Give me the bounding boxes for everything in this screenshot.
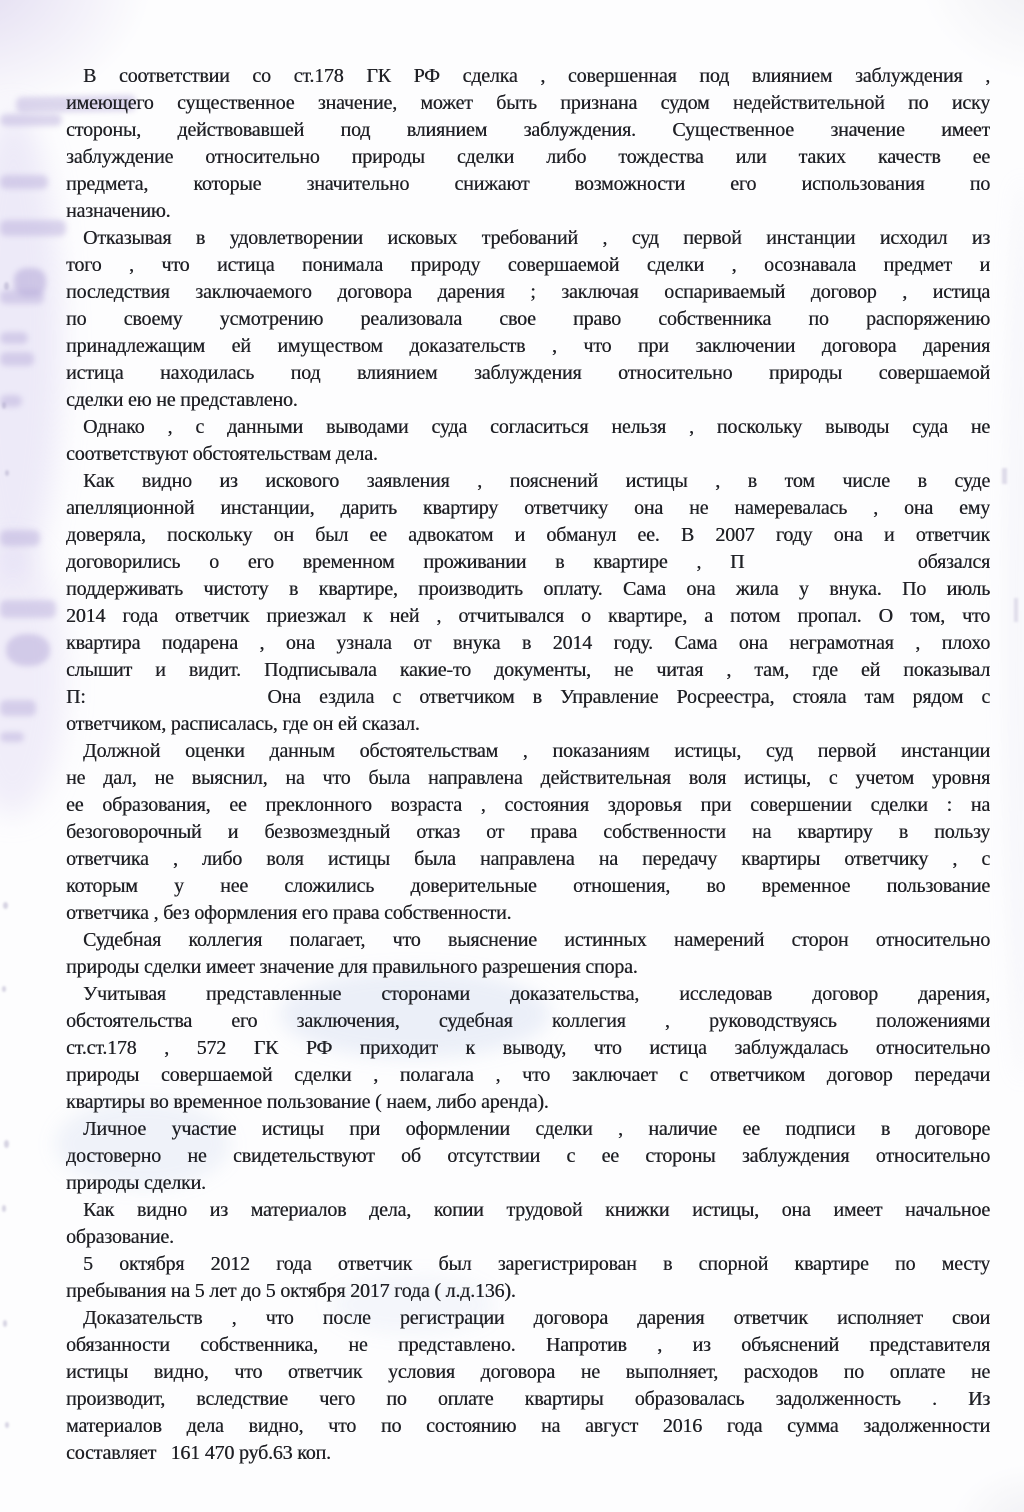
text-line: Однако , с данными выводами суда согласиться нельзя , поскольку выводы суда не — [83, 416, 990, 438]
text-line: обстоятельства его заключения, судебная коллегия , руководствуясь положениями — [66, 1010, 990, 1032]
text-line: того , что истица понимала природу совершаемой сделки , осознавала предмет и — [66, 254, 990, 276]
text-line: пребывания на 5 лет до 5 октября 2017 года ( л.д.136). — [66, 1280, 516, 1302]
text-line: Как видно из искового заявления , пояснений истицы , в том числе в суде — [83, 470, 990, 492]
text-line: которым у нее сложились доверительные отношения, во временное пользование — [66, 875, 990, 897]
paragraph — [66, 981, 990, 1116]
scan-speck — [1002, 468, 1007, 484]
text-line: материалов дела видно, что по состоянию на август 2016 года сумма задолженности — [66, 1415, 990, 1437]
text-line: 2014 года ответчик приезжал к ней , отчитывался о квартире, а потом пропал. О том, что — [66, 605, 990, 627]
paragraph — [66, 414, 990, 468]
text-line: ответчика , либо воля истицы была направлена на передачу квартиры ответчику , с — [66, 848, 990, 870]
text-line: безоговорочный и безвозмездный отказ от права собственности на квартиру в пользу — [66, 821, 990, 843]
scan-tint-left-lower — [0, 545, 65, 815]
text-line: поддерживать чистоту в квартире, производить оплату. Сама она жила у внука. По июль — [66, 578, 990, 600]
scan-tint-right-edge — [1004, 180, 1024, 1080]
text-line: истицы видно, что ответчик условия договора не выполняет, расходов по оплате не — [66, 1361, 990, 1383]
text-line: природы сделки. — [66, 1172, 206, 1194]
bleed-through-text-smudge — [6, 634, 50, 666]
text-line: производит, вследствие чего по оплате квартиры образовалась задолженность . Из — [66, 1388, 990, 1410]
scan-tint-left-upper — [0, 110, 61, 580]
text-line: образование. — [66, 1226, 174, 1248]
text-line: не дал, не выяснил, на что была направлена действительная воля истицы, с учетом уровня — [66, 767, 990, 789]
text-line: природы сделки имеет значение для правильного разрешения спора. — [66, 956, 638, 978]
paragraph — [66, 927, 990, 981]
text-line: соответствуют обстоятельствам дела. — [66, 443, 378, 465]
text-line: Должной оценки данным обстоятельствам , показаниям истицы, суд первой инстанции — [83, 740, 990, 762]
text-line: стороны, действовавшей под влиянием заблуждения. Существенное значение имеет — [66, 119, 990, 141]
bleed-through-text-smudge — [0, 732, 24, 742]
text-line: Учитывая представленные сторонами доказательства, исследовав договор дарения, — [83, 983, 990, 1005]
text-line: апелляционной инстанции, дарить квартиру ответчику она не намеревалась , она ему — [66, 497, 990, 519]
bleed-through-text-smudge — [0, 530, 40, 546]
bleed-through-text-smudge — [0, 114, 62, 126]
scan-speck — [2, 986, 6, 992]
text-line: квартира подарена , она узнала от внука в 2014 году. Сама она неграмотная , плохо — [66, 632, 990, 654]
text-line: обязанности собственника, не представлено. Напротив , из объяснений представителя — [66, 1334, 990, 1356]
scan-speck — [3, 1320, 7, 1327]
text-line: Отказывая в удовлетворении исковых требований , суд первой инстанции исходил из — [83, 227, 990, 249]
text-line: последствия заключаемого договора дарения ; заключая оспариваемый договор , истица — [66, 281, 990, 303]
bleed-through-text-smudge — [0, 700, 36, 716]
scan-speck — [2, 1205, 6, 1212]
paragraph — [66, 63, 990, 225]
text-line: П: Она ездила с ответчиком в Управление Росреестра, стояла там рядом с — [66, 686, 990, 708]
bleed-through-text-smudge — [0, 220, 66, 236]
paragraph — [66, 1305, 990, 1467]
text-line: заблуждение относительно природы сделки либо тождества или таких качеств ее — [66, 146, 990, 168]
text-line: Личное участие истицы при оформлении сделки , наличие ее подписи в договоре — [83, 1118, 990, 1140]
text-line: истица находилась под влиянием заблуждения относительно природы совершаемой — [66, 362, 990, 384]
text-line: природы совершаемой сделки , полагала , что заключает с ответчиком договор передачи — [66, 1064, 990, 1086]
text-line: ответчиком, расписалась, где он ей сказал. — [66, 713, 420, 735]
bleed-through-text-smudge — [0, 290, 44, 304]
text-line: по своему усмотрению реализовала свое право собственника по распоряжению — [66, 308, 990, 330]
bleed-through-text-smudge — [0, 175, 48, 189]
text-line: квартиры во временное пользование ( наем, либо аренда). — [66, 1091, 549, 1113]
text-line: сделки ею не представлено. — [66, 389, 298, 411]
bleed-through-text-smudge — [0, 352, 34, 366]
text-line: назначению. — [66, 200, 171, 222]
scan-speck — [1014, 598, 1018, 622]
text-line: предмета, которые значительно снижают возможности его использования по — [66, 173, 990, 195]
scan-speck — [4, 282, 9, 290]
text-line: В соответствии со ст.178 ГК РФ сделка , совершенная под влиянием заблуждения , — [83, 65, 990, 87]
document-text — [66, 63, 990, 1467]
paragraph — [66, 1251, 990, 1305]
scan-speck — [2, 402, 6, 409]
paragraph — [66, 225, 990, 414]
scan-speck — [5, 470, 9, 476]
paragraph — [66, 1116, 990, 1197]
text-line: Доказательств , что после регистрации договора дарения ответчик исполняет свои — [83, 1307, 990, 1329]
paragraph — [66, 738, 990, 927]
text-line: 5 октября 2012 года ответчик был зарегистрирован в спорной квартире по месту — [83, 1253, 990, 1275]
text-line: принадлежащим ей имуществом доказательств , что при заключении договора дарения — [66, 335, 990, 357]
paragraph — [66, 468, 990, 738]
text-line: достоверно не свидетельствуют об отсутствии с ее стороны заблуждения относительно — [66, 1145, 990, 1167]
text-line: доверяла, поскольку он был ее адвокатом и обманул ее. В 2007 году она и ответчик — [66, 524, 990, 546]
scan-speck — [5, 1422, 9, 1428]
text-line: договорились о его временном проживании в квартире , П обязался — [66, 551, 990, 573]
text-line: слышит и видит. Подписывала какие-то документы, не читая , там, где ей показывал — [66, 659, 990, 681]
text-line: ответчика , без оформления его права собственности. — [66, 902, 512, 924]
text-line: Судебная коллегия полагает, что выяснение истинных намерений сторон относительно — [83, 929, 990, 951]
bleed-through-text-smudge — [0, 332, 28, 344]
text-line: составляет 161 470 руб.63 коп. — [66, 1442, 331, 1464]
bleed-through-text-smudge — [0, 395, 22, 407]
paragraph — [66, 1197, 990, 1251]
bleed-through-text-smudge — [14, 268, 46, 296]
text-line: ст.ст.178 , 572 ГК РФ приходит к выводу, что истица заблуждалась относительно — [66, 1037, 990, 1059]
bleed-through-text-smudge — [0, 600, 56, 618]
text-line: имеющего существенное значение, может быть признана судом недействительной по иску — [66, 92, 990, 114]
text-line: ее образования, ее преклонного возраста , состояния здоровья при совершении сделки : на — [66, 794, 990, 816]
text-line: Как видно из материалов дела, копии трудовой книжки истицы, она имеет начальное — [83, 1199, 990, 1221]
scan-speck — [4, 1140, 9, 1148]
scan-speck — [3, 902, 8, 909]
